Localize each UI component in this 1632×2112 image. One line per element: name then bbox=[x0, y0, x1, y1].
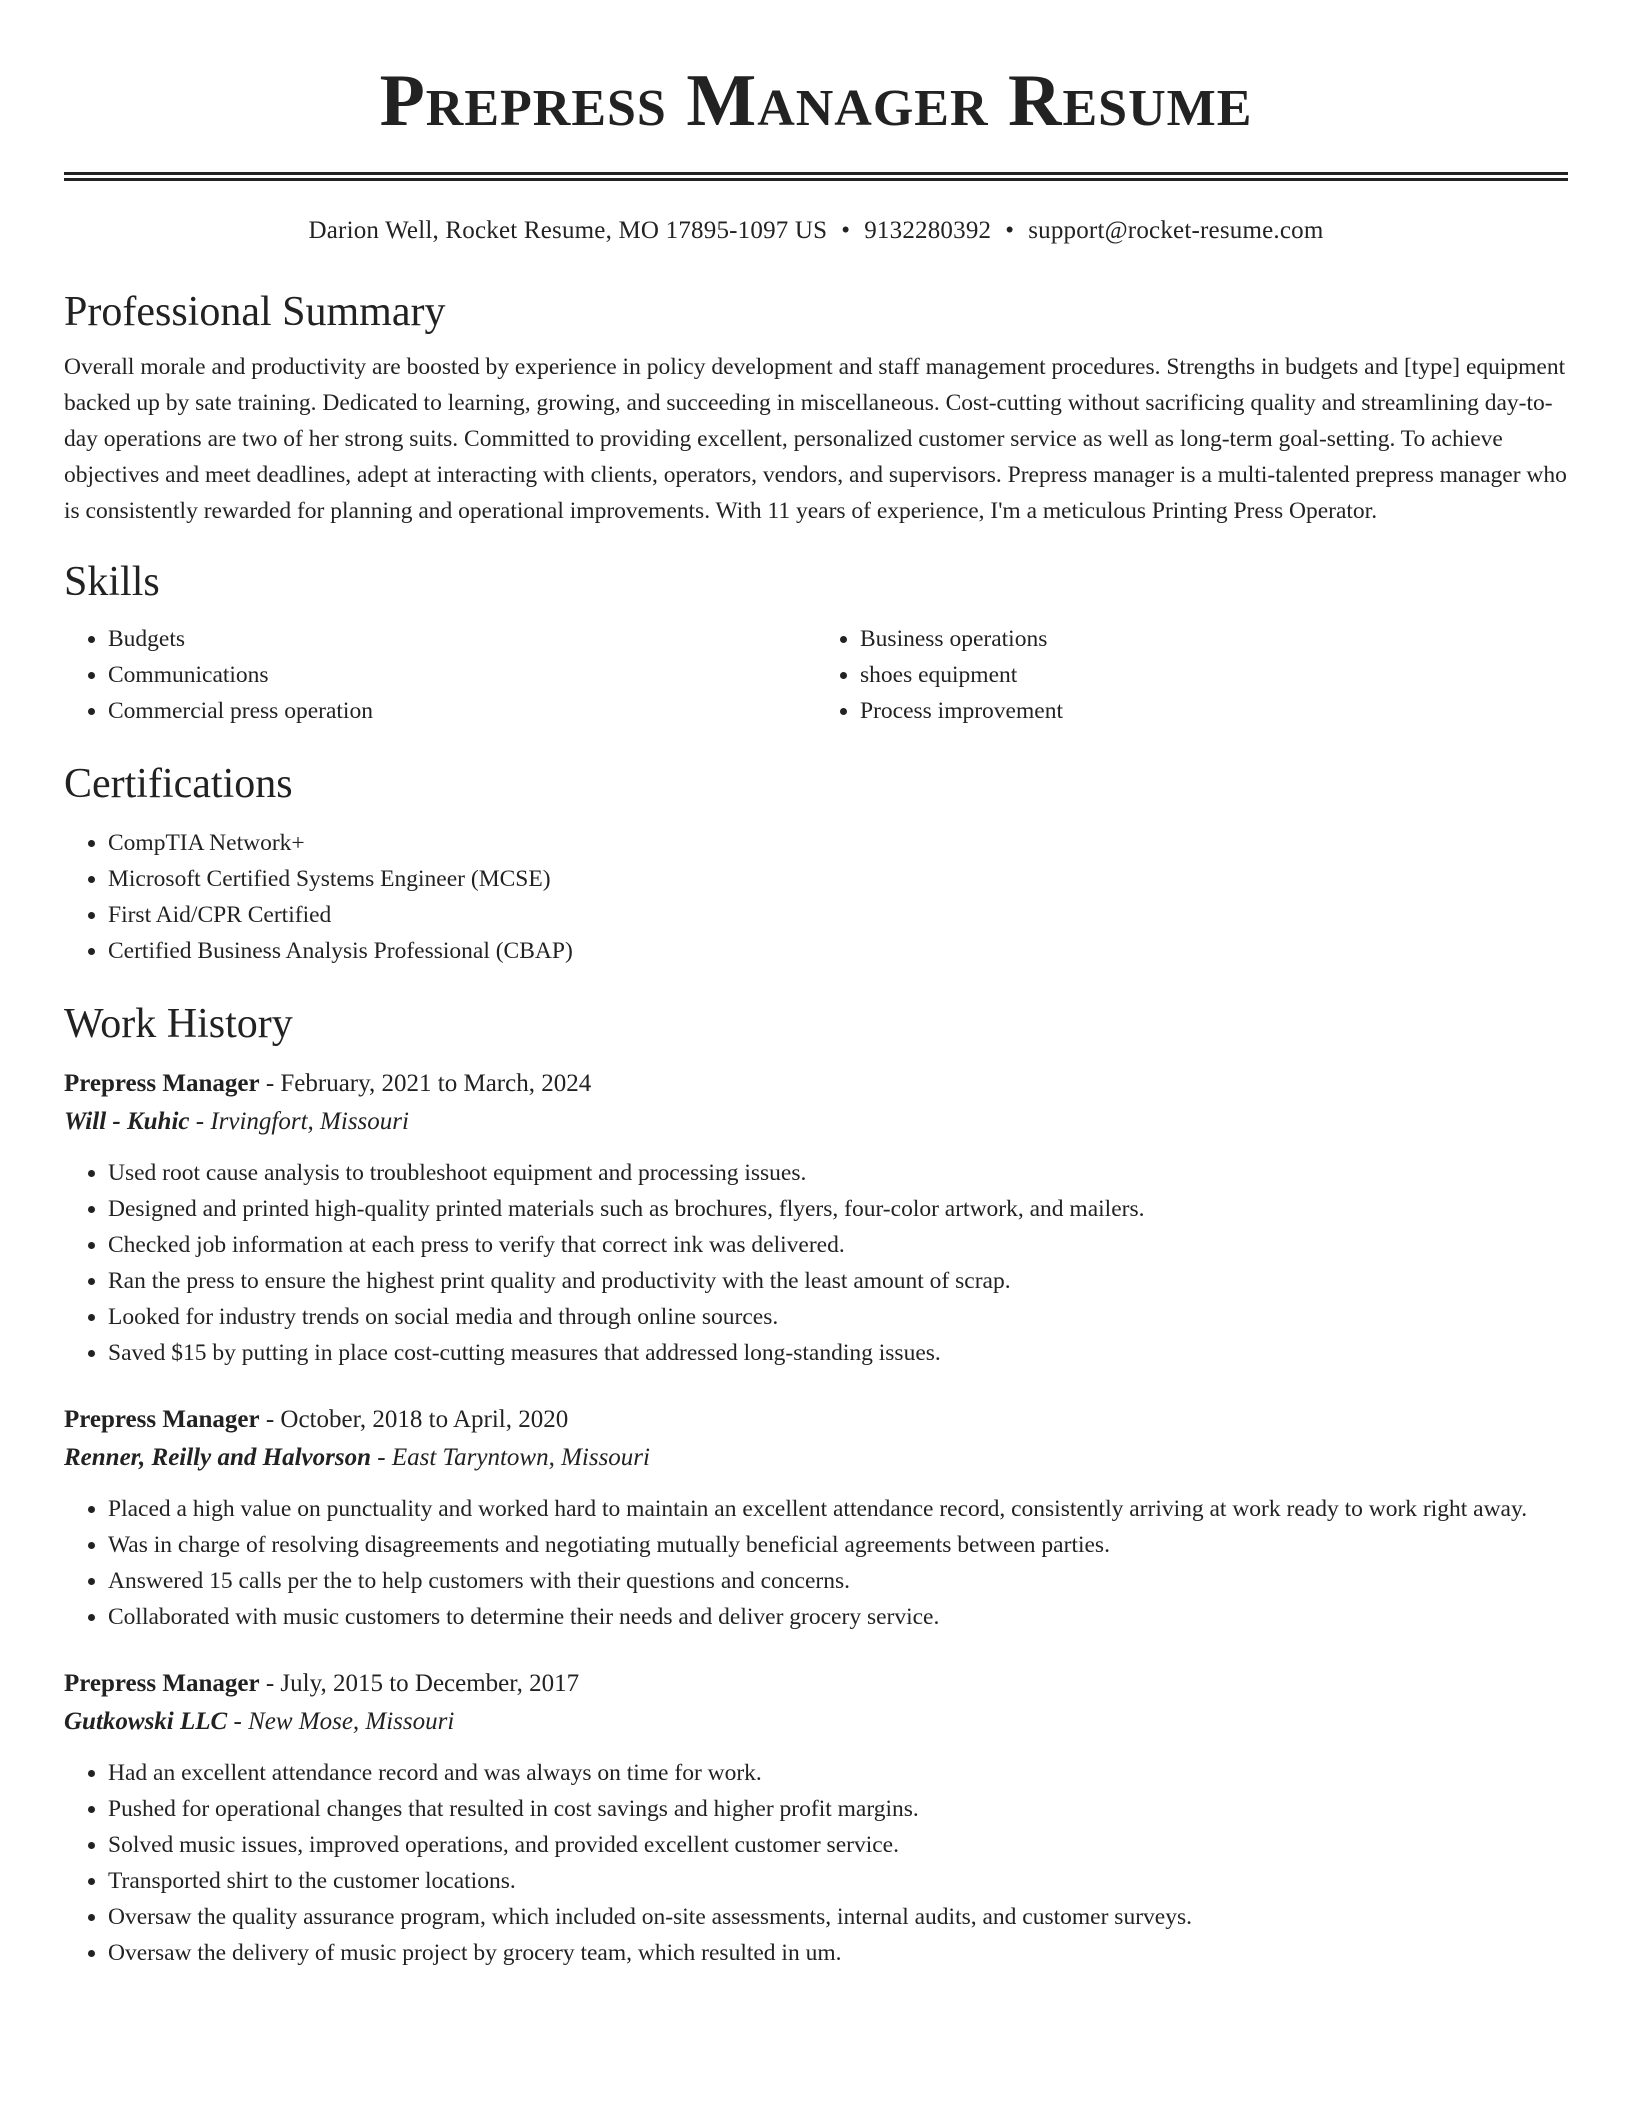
certification-item: • First Aid/CPR Certified bbox=[108, 897, 1568, 933]
contact-line bbox=[64, 215, 1568, 247]
skills-list-right bbox=[816, 621, 1568, 729]
job-bullet: • Collaborated with music customers to determine their needs and deliver grocery service. bbox=[108, 1599, 1568, 1635]
skill-item: • Business operations bbox=[860, 621, 1568, 657]
job-bullet: • Used root cause analysis to troubleshoot equipment and processing issues. bbox=[108, 1155, 1568, 1191]
job-bullet: • Answered 15 calls per the to help customers with their questions and concerns. bbox=[108, 1563, 1568, 1599]
job-bullets bbox=[64, 1491, 1568, 1635]
job-bullet: • Ran the press to ensure the highest print quality and productivity with the least amount of scrap. bbox=[108, 1263, 1568, 1299]
job-bullet: • Saved $15 by putting in place cost-cutting measures that addressed long-standing issues. bbox=[108, 1335, 1568, 1371]
job-entry bbox=[64, 1065, 1568, 1371]
job-bullet: • Designed and printed high-quality printed materials such as brochures, flyers, four-color artwork, and mailers. bbox=[108, 1191, 1568, 1227]
job-title-line: Prepress Manager - July, 2015 to December, 2017 bbox=[64, 1670, 580, 1697]
certifications-heading: Certifications bbox=[64, 761, 293, 807]
skills-heading: Skills bbox=[64, 559, 160, 605]
certification-item: • Certified Business Analysis Professional (CBAP) bbox=[108, 933, 1568, 969]
job-title-line: Prepress Manager - October, 2018 to April, 2020 bbox=[64, 1406, 569, 1433]
job-location: New Mose, Missouri bbox=[248, 1708, 455, 1735]
job-bullet: • Transported shirt to the customer locations. bbox=[108, 1863, 1568, 1899]
certifications-list bbox=[64, 825, 1568, 969]
job-entry bbox=[64, 1665, 1568, 1971]
skill-item: • Process improvement bbox=[860, 693, 1568, 729]
job-role: Prepress Manager bbox=[64, 1070, 260, 1097]
work-history-heading: Work History bbox=[64, 1001, 293, 1047]
job-bullet: • Looked for industry trends on social media and through online sources. bbox=[108, 1299, 1568, 1335]
job-company: Renner, Reilly and Halvorson bbox=[64, 1444, 371, 1471]
job-role: Prepress Manager bbox=[64, 1670, 260, 1697]
job-dates: February, 2021 to March, 2024 bbox=[280, 1070, 592, 1097]
skill-item: • Communications bbox=[108, 657, 816, 693]
title-double-rule bbox=[64, 172, 1568, 181]
job-entry bbox=[64, 1401, 1568, 1635]
job-company: Will - Kuhic bbox=[64, 1108, 190, 1135]
job-bullets bbox=[64, 1155, 1568, 1371]
job-dates: October, 2018 to April, 2020 bbox=[280, 1406, 569, 1433]
job-bullet: • Had an excellent attendance record and was always on time for work. bbox=[108, 1755, 1568, 1791]
contact-separator: • bbox=[1005, 217, 1015, 244]
job-bullet: • Pushed for operational changes that resulted in cost savings and higher profit margins. bbox=[108, 1791, 1568, 1827]
certification-item: • CompTIA Network+ bbox=[108, 825, 1568, 861]
job-bullet: • Oversaw the quality assurance program, which included on-site assessments, internal audits, and customer surveys. bbox=[108, 1899, 1568, 1935]
contact-phone: 9132280392 bbox=[864, 217, 992, 244]
skill-item: • Commercial press operation bbox=[108, 693, 816, 729]
job-bullet: • Was in charge of resolving disagreements and negotiating mutually beneficial agreements between parties. bbox=[108, 1527, 1568, 1563]
summary-heading: Professional Summary bbox=[64, 289, 446, 335]
contact-separator: • bbox=[841, 217, 851, 244]
job-role: Prepress Manager bbox=[64, 1406, 260, 1433]
skills-columns bbox=[64, 621, 1568, 729]
contact-email: support@rocket-resume.com bbox=[1028, 217, 1324, 244]
job-bullet: • Checked job information at each press to verify that correct ink was delivered. bbox=[108, 1227, 1568, 1263]
job-company: Gutkowski LLC bbox=[64, 1708, 228, 1735]
skill-item: • shoes equipment bbox=[860, 657, 1568, 693]
job-location: Irvingfort, Missouri bbox=[210, 1108, 409, 1135]
job-company-line: Will - Kuhic - Irvingfort, Missouri bbox=[64, 1108, 409, 1135]
job-company-line: Renner, Reilly and Halvorson - East Taryntown, Missouri bbox=[64, 1444, 650, 1471]
summary-text: Overall morale and productivity are boosted by experience in policy development and staff management procedures. Strengths in budgets and [type] equipment backed up by sate training. Dedicated to learning, growing, and succeeding in miscellaneous. Cost-cutting without sacrificing quality and streamlining day-to-day operations are two of her strong suits. Committed to providing excellent, personalized customer service as well as long-term goal-setting. To achieve objectives and meet deadlines, adept at interacting with clients, operators, vendors, and supervisors. Prepress manager is a multi-talented prepress manager who is consistently rewarded for planning and operational improvements. With 11 years of experience, I'm a meticulous Printing Press Operator. bbox=[64, 354, 1567, 524]
job-title-line: Prepress Manager - February, 2021 to March, 2024 bbox=[64, 1070, 592, 1097]
job-dates: July, 2015 to December, 2017 bbox=[280, 1670, 580, 1697]
job-bullet: • Solved music issues, improved operations, and provided excellent customer service. bbox=[108, 1827, 1568, 1863]
job-location: East Taryntown, Missouri bbox=[391, 1444, 650, 1471]
resume-title: Prepress Manager Resume bbox=[379, 60, 1253, 142]
contact-address: Darion Well, Rocket Resume, MO 17895-1097 US bbox=[308, 217, 828, 244]
job-bullet: • Placed a high value on punctuality and worked hard to maintain an excellent attendance record, consistently arriving at work ready to work right away. bbox=[108, 1491, 1568, 1527]
job-company-line: Gutkowski LLC - New Mose, Missouri bbox=[64, 1708, 455, 1735]
skill-item: • Budgets bbox=[108, 621, 816, 657]
skills-list-left bbox=[64, 621, 816, 729]
job-bullet: • Oversaw the delivery of music project by grocery team, which resulted in um. bbox=[108, 1935, 1568, 1971]
certification-item: • Microsoft Certified Systems Engineer (MCSE) bbox=[108, 861, 1568, 897]
job-bullets bbox=[64, 1755, 1568, 1971]
